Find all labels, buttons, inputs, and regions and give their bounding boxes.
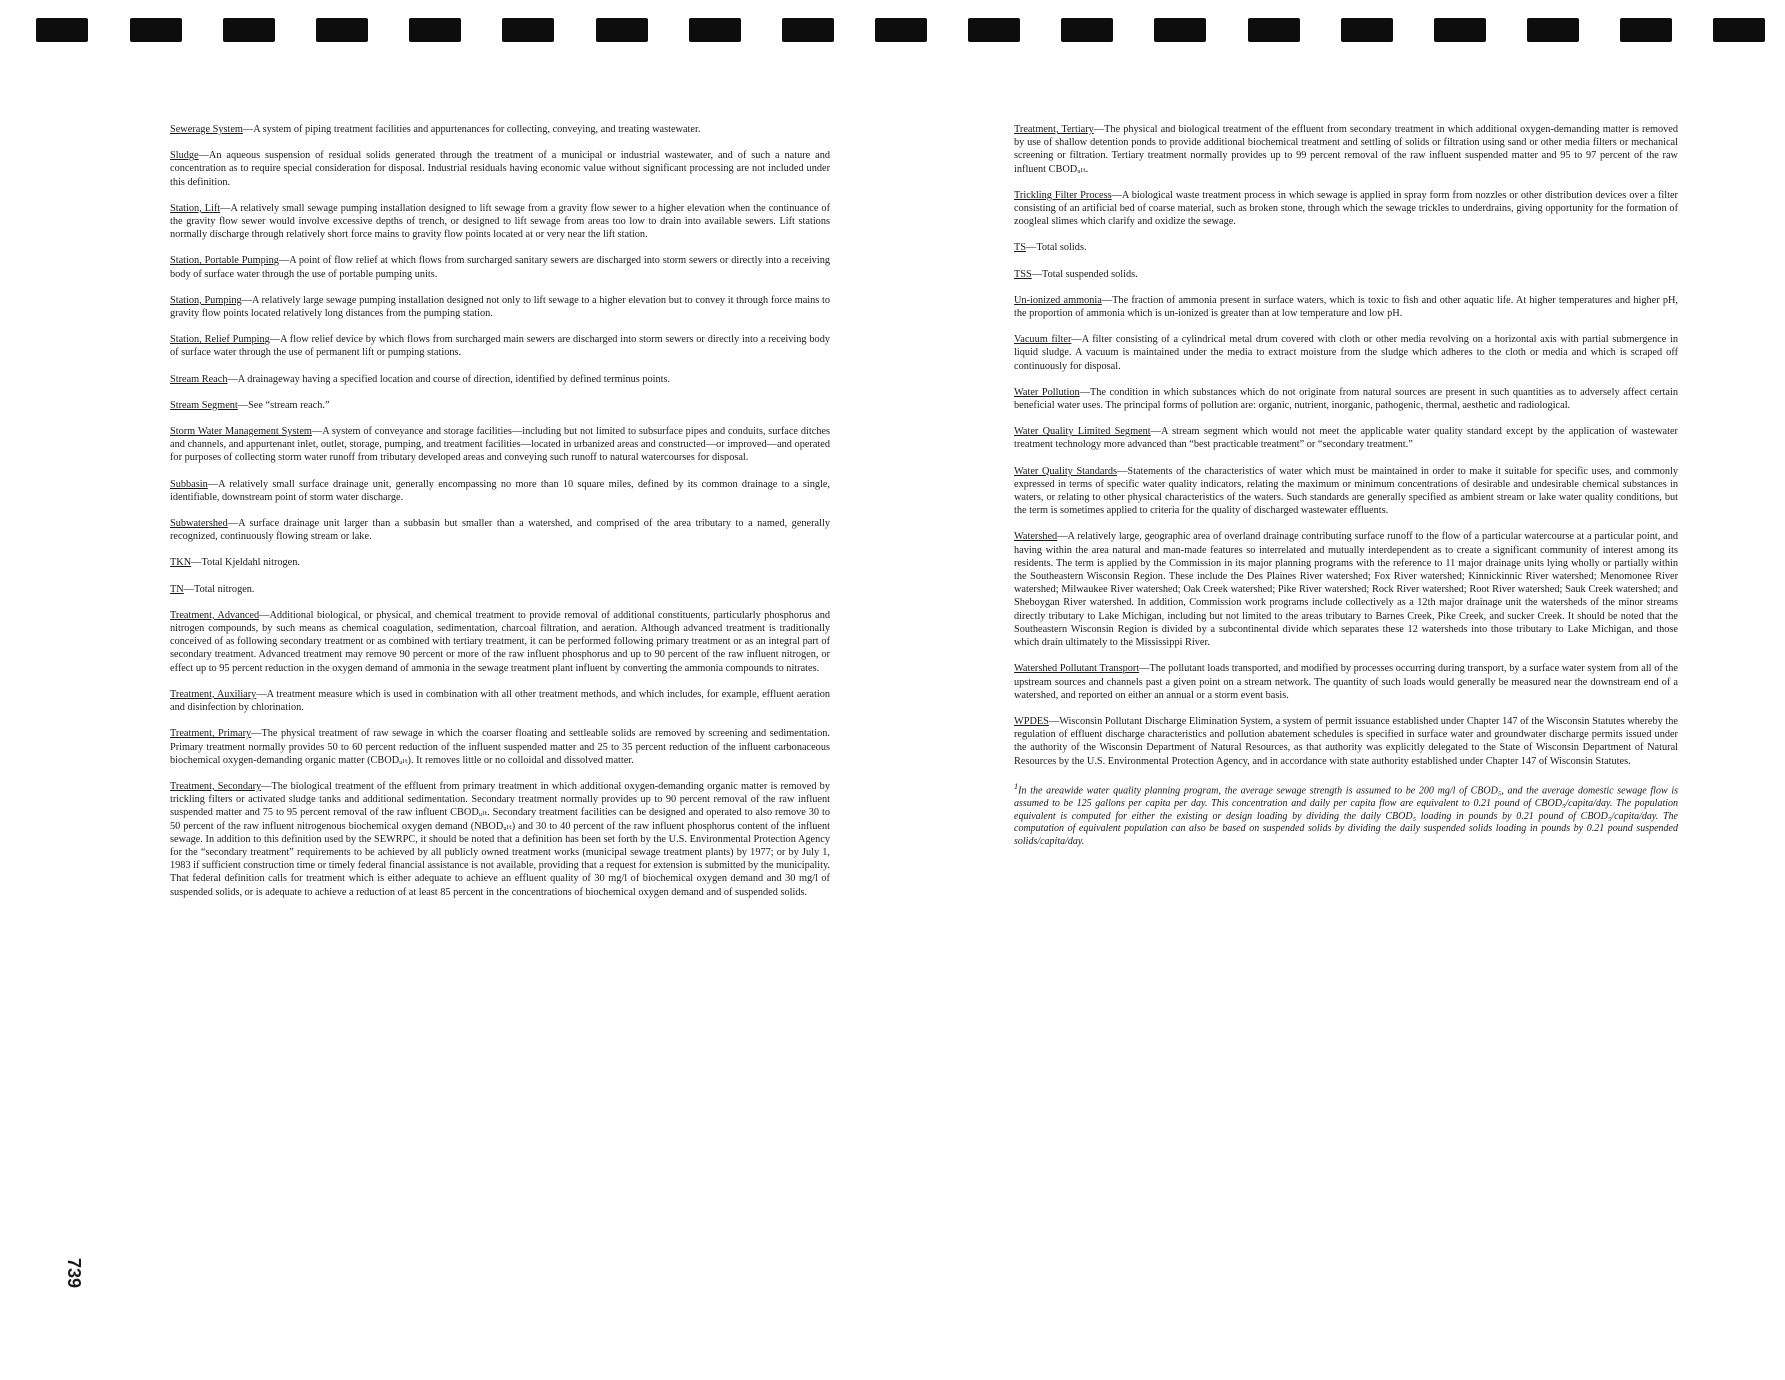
right-column <box>1014 123 1678 859</box>
glossary-definition: A point of flow relief at which flows from surcharged sanitary sewers are discharged into storm sewers or directly into a receiving body of surface water through the use of portable pumping units. <box>170 255 830 280</box>
glossary-entry <box>170 373 830 386</box>
glossary-entry <box>170 254 830 280</box>
em-dash: — <box>1048 715 1060 727</box>
glossary-entry <box>170 727 830 767</box>
glossary-definition: A relatively small surface drainage unit, generally encompassing no more than 10 square miles, defined by its common drainage to a single, identifiable, downstream point of storm water discharge. <box>170 478 830 503</box>
glossary-term: Treatment, Auxiliary <box>170 688 257 700</box>
glossary-definition: Total nitrogen. <box>194 583 255 595</box>
glossary-entry <box>1014 662 1678 702</box>
binding-hole <box>1248 18 1300 42</box>
binding-hole <box>223 18 275 42</box>
glossary-term: Station, Portable Pumping <box>170 255 279 267</box>
glossary-entry <box>1014 123 1678 176</box>
binding-hole <box>409 18 461 42</box>
glossary-entry <box>170 556 830 569</box>
binding-hole <box>782 18 834 42</box>
glossary-term: Water Quality Standards <box>1014 465 1118 477</box>
em-dash: — <box>242 124 254 135</box>
glossary-definition: A relatively small sewage pumping installation designed to lift sewage from a gravity flow sewer to a higher elevation when the continuance of the gravity flow sewer would involve excessive depths of trench, or designed to lift sewage from areas too low to drain into available sewers. Lift stations normally discharge through relatively short force mains to gravity flow points located at or very near the lift station. <box>170 202 830 241</box>
glossary-term: Treatment, Advanced <box>170 609 260 621</box>
glossary-term: Watershed <box>1014 531 1058 543</box>
glossary-definition: The physical treatment of raw sewage in which the coarser floating and settleable solids are removed by screening and sedimentation. Primary treatment normally provides 50 to 60 percent reduction of the influent suspended matter and 25 to 35 percent reduction of the influent carbonaceous biochemical oxygen-demanding organic matter (CBODᵤₗₜ). It removes little or no colloidal and dissolved matter. <box>170 728 830 766</box>
glossary-entry <box>1014 268 1678 281</box>
glossary-entry <box>170 202 830 242</box>
glossary-definition: Wisconsin Pollutant Discharge Elimination System, a system of permit issuance established under Chapter 147 of the Wisconsin Statutes whereby the regulation of effluent discharge characteristics and pollution abatement schedules is specified in surface water and groundwater discharge permits issued under the authority of the Wisconsin Department of Natural Resources, as that authority was explicitly delegated to the State of Wisconsin Department of Natural Resources by the U.S. Environmental Protection Agency, and in accordance with state authority established under Chapter 147 of Wisconsin Statutes. <box>1014 715 1678 767</box>
glossary-definition: The condition in which substances which do not originate from natural sources are present in such quantities as to adversely affect certain beneficial water uses. The principal forms of pollution are: organic, nutrient, inorganic, pathogenic, thermal, aesthetic and radiological. <box>1014 386 1678 412</box>
glossary-term: Stream Segment <box>170 399 238 411</box>
em-dash: — <box>207 478 219 490</box>
glossary-definition: A surface drainage unit larger than a subbasin but smaller than a watershed, and comprised of the area tributary to a named, generally recognized, continuously flowing stream or lake. <box>170 518 830 543</box>
glossary-term: Storm Water Management System <box>170 426 312 438</box>
glossary-term: Sludge <box>170 150 199 162</box>
glossary-term: Station, Lift <box>170 202 221 214</box>
em-dash: — <box>259 609 270 621</box>
glossary-entry <box>1014 715 1678 768</box>
footnote-text: In the areawide water quality planning program, the average sewage strength is assumed to be 200 mg/l of CBOD₅, and the average domestic sewage flow is assumed to be 125 gallons per capita per day. This concentration and daily per capita flow are equivalent to 0.21 pound of CBOD₅/capita/day. The population equivalent is computed for either the existing or design loading by dividing the daily CBOD₅ loading in pounds by 0.21 pound of CBOD₅/capita/day. The computation of equivalent population can also be based on suspended solids by dividing the daily suspended solids loading in pounds by 0.21 pound suspended solids/capita/day. <box>1014 785 1678 848</box>
glossary-entry <box>170 688 830 714</box>
glossary-definition: Total Kjeldahl nitrogen. <box>201 557 300 569</box>
em-dash: — <box>1117 465 1128 477</box>
binding-hole <box>1341 18 1393 42</box>
glossary-term: Water Pollution <box>1014 386 1080 398</box>
glossary-term: Station, Pumping <box>170 294 242 306</box>
em-dash: — <box>1111 189 1122 201</box>
binding-hole <box>1434 18 1486 42</box>
em-dash: — <box>1139 663 1150 675</box>
glossary-definition: A stream segment which would not meet the applicable water quality standard except by the application of wastewater treatment technology more advanced than “best practicable treatment” or “secondary treatment.” <box>1014 426 1678 451</box>
em-dash: — <box>311 426 323 438</box>
glossary-term: Water Quality Limited Segment <box>1014 426 1151 438</box>
glossary-term: TSS <box>1014 268 1032 280</box>
em-dash: — <box>261 780 272 792</box>
em-dash: — <box>227 518 239 530</box>
glossary-entry <box>1014 189 1678 229</box>
glossary-term: Treatment, Primary <box>170 728 252 740</box>
em-dash: — <box>183 583 195 595</box>
em-dash: — <box>1057 531 1068 543</box>
glossary-entry <box>170 478 830 504</box>
glossary-definition: A relatively large sewage pumping installation designed not only to lift sewage to a higher elevation but to convey it through force mains to gravity flow points located relatively long distances from the pumping station. <box>170 294 830 320</box>
glossary-entry <box>170 517 830 543</box>
binding-hole <box>596 18 648 42</box>
glossary-definition: Total solids. <box>1036 242 1087 254</box>
glossary-entry <box>170 399 830 412</box>
glossary-term: TKN <box>170 557 192 569</box>
binding-hole <box>316 18 368 42</box>
glossary-definition: A system of conveyance and storage facilities—including but not limited to subsurface pipes and conduits, surface ditches and channels, and appurtenant inlet, outlet, storage, pumping, and treatment facilities—located in urbanized areas and constructed—or improved—and operated for purposes of collecting storm water runoff from tributary developed areas and conveying such runoff to natural watercourses for disposal. <box>170 426 830 464</box>
binding-holes-strip <box>0 18 1785 46</box>
binding-hole <box>1061 18 1113 42</box>
em-dash: — <box>251 728 262 740</box>
em-dash: — <box>1101 294 1113 306</box>
glossary-definition: An aqueous suspension of residual solids generated through the treatment of a municipal or industrial wastewater, and of such a nature and concentration as to require special consideration for disposal. Industrial residuals having economic value without significant processing are not included under this definition. <box>170 150 830 188</box>
glossary-term: Treatment, Secondary <box>170 780 262 792</box>
glossary-entry <box>1014 241 1678 254</box>
em-dash: — <box>256 688 267 700</box>
glossary-definition: A drainageway having a specified location and course of direction, identified by defined terminus points. <box>237 373 671 385</box>
em-dash: — <box>191 557 202 569</box>
binding-hole <box>1713 18 1765 42</box>
glossary-term: Watershed Pollutant Transport <box>1014 663 1140 675</box>
glossary-entry <box>1014 465 1678 518</box>
binding-hole <box>1154 18 1206 42</box>
glossary-definition: A system of piping treatment facilities and appurtenances for collecting, conveying, and treating wastewater. <box>253 124 701 135</box>
glossary-definition: A biological waste treatment process in which sewage is applied in spray form from nozzles or other distribution devices over a filter consisting of an artificial bed of coarse material, such as broken stone, through which the sewage trickles to underdrains, giving opportunity for the formation of zoogleal slimes which clarify and oxidize the sewage. <box>1014 189 1678 228</box>
glossary-entry <box>170 583 830 596</box>
glossary-term: Un-ionized ammonia <box>1014 294 1102 306</box>
glossary-entry <box>1014 386 1678 412</box>
em-dash: — <box>237 399 249 411</box>
glossary-entry <box>170 780 830 899</box>
em-dash: — <box>198 150 209 162</box>
footnote-marker: 1 <box>1014 781 1019 791</box>
glossary-entry <box>1014 294 1678 320</box>
glossary-term: TS <box>1014 242 1027 254</box>
glossary-definition: The physical and biological treatment of the effluent from secondary treatment in which additional oxygen-demanding matter is removed by use of shallow detention ponds to provide additional biochemical treatment and settling of solids or filtration using sand or other media filters or mechanical screening or filtration. Tertiary treatment normally provides up to 99 percent removal of the raw influent suspended matter and 95 to 97 percent of the raw influent CBODᵤₗₜ. <box>1014 124 1679 175</box>
binding-hole <box>1620 18 1672 42</box>
glossary-definition: A relatively large, geographic area of overland drainage contributing surface runoff to the flow of a particular watercourse at a particular point, and having within the area natural and man-made features so interrelated and mutually interdependent as to create a significant community of interest among its residents. The term is applied by the Commission in its major planning programs with the reference to 11 major drainage units lying wholly or partially within the Southeastern Wisconsin Region. These include the Des Plaines River watershed; Fox River watershed; Kinnickinnic River watershed; Menomonee River watershed; Milwaukee River watershed; Oak Creek watershed; Pike River watershed; Rock River watershed; Root River watershed; Sauk Creek watershed; and Sheboygan River watershed. In addition, Commission work programs include collectively as a 12th major drainage unit the watersheds of the minor streams directly tributary to Lake Michigan, including but not limited to the areas tributary to Barnes Creek, Pike Creek, and sucker Creek. It should be noted that the Southeastern Wisconsin Region is divided by a subcontinental divide which separates these 12 watersheds into those tributary to Lake Michigan, and those which drain ultimately to the Mississippi River. <box>1014 531 1678 649</box>
em-dash: — <box>1093 124 1105 135</box>
glossary-entry <box>170 333 830 359</box>
glossary-entry <box>1014 530 1678 649</box>
em-dash: — <box>1026 242 1037 254</box>
glossary-entry <box>1014 425 1678 451</box>
left-column <box>170 123 830 912</box>
glossary-definition: Additional biological, or physical, and chemical treatment to provide removal of additional constituents, particularly phosphorus and nitrogen compounds, by such means as chemical coagulation, sedimentation, charcoal filtration, and aeration. Although advanced treatment is traditionally conceived of as following secondary treatment or as combined with tertiary treatment, it can be performed following primary treatment or as an integral part of secondary treatment. Advanced treatment may remove 90 percent or more of the raw influent phosphorus and up to 90 percent of the raw influent nitrogen, or effect up to 95 percent reduction in the oxygen demand of ammonia in the sewage treatment plant influent by converting the ammonia compounds to nitrates. <box>170 609 830 674</box>
glossary-definition: A filter consisting of a cylindrical metal drum covered with cloth or other media revolving on a horizontal axis with partial submergence in liquid sludge. A vacuum is maintained under the media to extract moisture from the sludge which adheres to the cloth or media and which is scraped off continuously for disposal. <box>1014 334 1679 372</box>
glossary-term: Station, Relief Pumping <box>170 334 270 346</box>
em-dash: — <box>278 255 290 267</box>
em-dash: — <box>241 294 252 306</box>
page-number: 739 <box>64 1258 84 1289</box>
em-dash: — <box>227 373 238 385</box>
glossary-definition: Total suspended solids. <box>1042 268 1138 280</box>
em-dash: — <box>1150 426 1161 438</box>
glossary-term: TN <box>170 583 184 595</box>
glossary-definition: A treatment measure which is used in combination with all other treatment methods, and which includes, for example, effluent aeration and disinfection by chlorination. <box>170 688 830 714</box>
glossary-term: Subbasin <box>170 478 208 490</box>
binding-hole <box>968 18 1020 42</box>
glossary-term: Vacuum filter <box>1014 334 1072 346</box>
em-dash: — <box>1031 268 1043 280</box>
binding-hole <box>502 18 554 42</box>
glossary-entry <box>170 609 830 675</box>
glossary-entry <box>170 425 830 465</box>
binding-hole <box>875 18 927 42</box>
glossary-definition: Statements of the characteristics of water which must be maintained in order to make it suitable for specific uses, and commonly expressed in terms of specific water quality indicators, relating the maximum or minimum concentrations of desirable and undesirable chemical substances in waters, or relating to other physical characteristics of the waters. Such standards are generally specified as ambient stream or lake water quality conditions, but the term is sometimes applied to criteria for the quality of discharged wastewater effluents. <box>1014 465 1679 517</box>
footnote <box>1014 781 1678 849</box>
glossary-term: WPDES <box>1014 715 1049 727</box>
em-dash: — <box>269 334 281 346</box>
glossary-term: Stream Reach <box>170 373 228 385</box>
glossary-entry <box>170 294 830 320</box>
binding-hole <box>689 18 741 42</box>
glossary-term: Sewerage System <box>170 124 243 135</box>
glossary-definition: The pollutant loads transported, and modified by processes occurring during transport, by a surface water system from all of the upstream sources and channels past a given point on a stream network. The quantity of such loads would generally be measured near the downstream end of a watershed, and reported on either an annual or a storm event basis. <box>1014 663 1679 701</box>
glossary-definition: The biological treatment of the effluent from primary treatment in which additional oxygen-demanding organic matter is removed by trickling filters or activated sludge tanks and additional sedimentation. Secondary treatment normally provides up to 90 percent removal of the raw influent suspended matter and 75 to 95 percent removal of the raw influent CBODᵤₗₜ. Secondary treatment facilities can be designed and operated to also remove 30 to 50 percent of the raw influent nitrogenous biochemical oxygen demand (NBODᵤₗₜ) and 30 to 40 percent of the raw influent phosphorus content of the influent sewage. In addition to this definition used by the SEWRPC, it should be noted that a definition has been set forth by the U.S. Environmental Protection Agency for the “secondary treatment” requirements to be achieved by all publicly owned treatment works (municipal sewage treatment plants) by 1977; or by July 1, 1983 if sufficient construction time or timely federal financial assistance is not available, providing that a request for extension is submitted by the municipality. That federal definition calls for treatment which is either adequate to achieve an effluent quality of 30 mg/l of biochemical oxygen demand and 30 mg/l of suspended solids, or is adequate to achieve a reduction of at least 85 percent in the concentrations of biochemical oxygen demand and of suspended solids. <box>170 780 830 898</box>
glossary-entry <box>170 123 830 136</box>
binding-hole <box>1527 18 1579 42</box>
glossary-term: Treatment, Tertiary <box>1014 124 1094 135</box>
glossary-definition: See “stream reach.” <box>248 399 330 411</box>
em-dash: — <box>220 202 231 214</box>
glossary-term: Subwatershed <box>170 518 228 530</box>
binding-hole <box>130 18 182 42</box>
em-dash: — <box>1079 386 1090 398</box>
glossary-entry <box>170 149 830 189</box>
glossary-definition: The fraction of ammonia present in surface waters, which is toxic to fish and other aquatic life. At higher temperatures and higher pH, the proportion of ammonia which is un-ionized is greater than at low temperature and low pH. <box>1014 294 1678 320</box>
glossary-definition: A flow relief device by which flows from surcharged main sewers are discharged into storm sewers or directly into a receiving body of surface water through the use of permanent lift or pumping stations. <box>170 334 830 359</box>
glossary-term: Trickling Filter Process <box>1014 189 1112 201</box>
glossary-entry <box>1014 333 1678 373</box>
binding-hole <box>36 18 88 42</box>
em-dash: — <box>1071 334 1082 346</box>
